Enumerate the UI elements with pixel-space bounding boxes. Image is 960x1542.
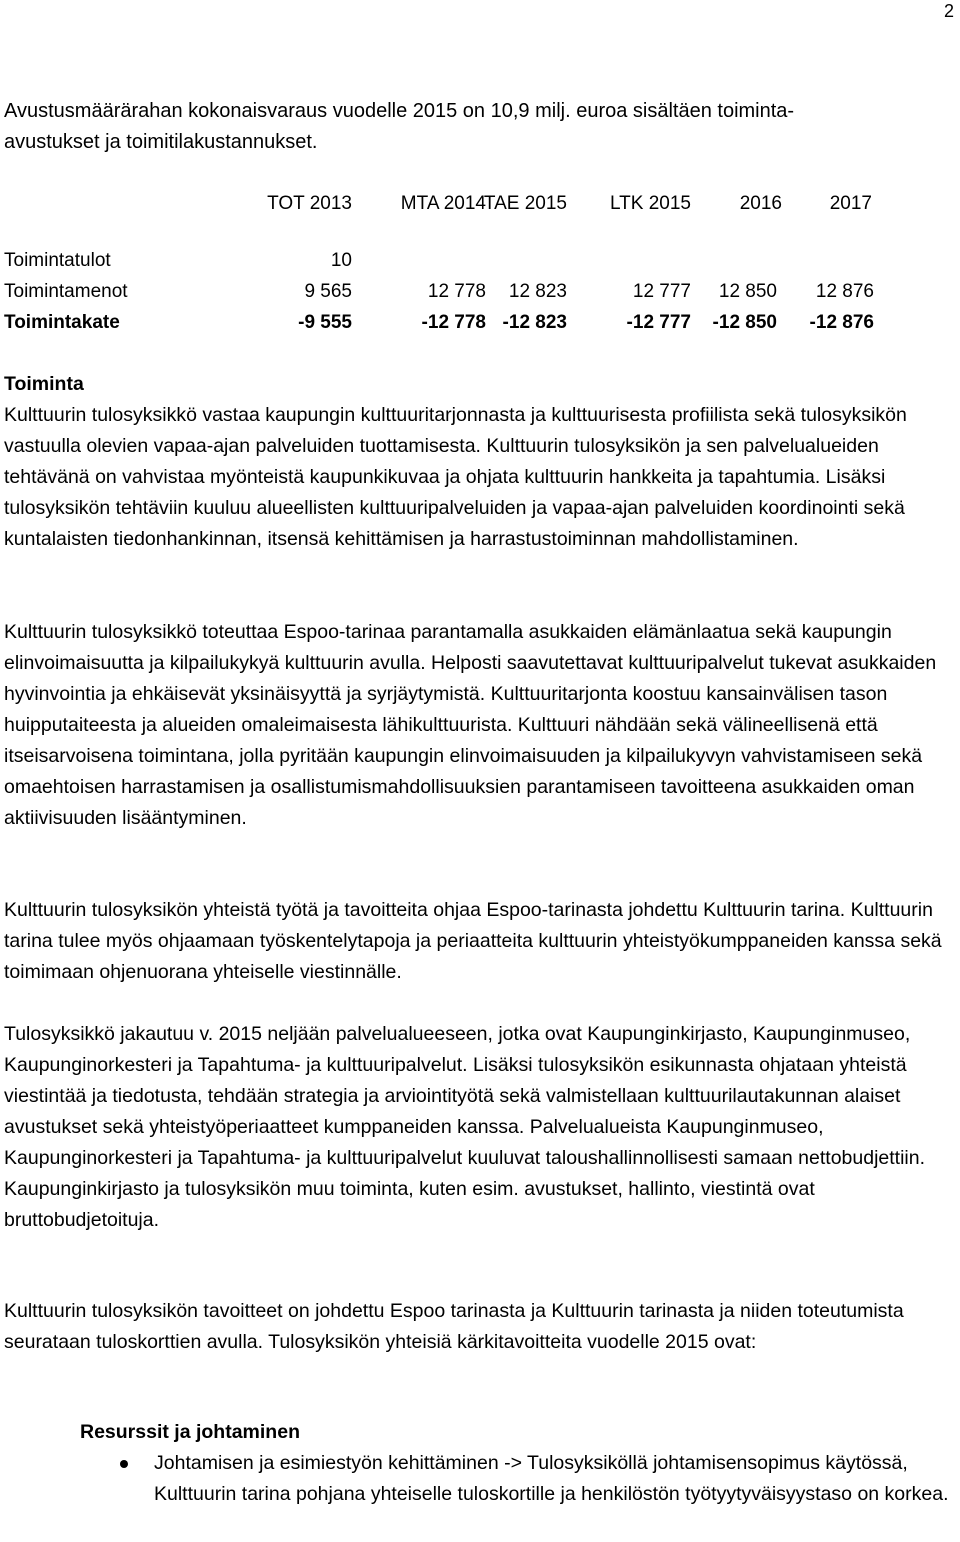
column-header: MTA 2014	[400, 193, 486, 214]
table-header-row	[4, 188, 904, 219]
table-cell: 12 823	[508, 281, 567, 302]
table-cell: -12 777	[626, 312, 691, 333]
table-cell: -12 778	[421, 312, 486, 333]
row-label: Toimintamenot	[4, 281, 128, 302]
table-cell: 12 777	[632, 281, 691, 302]
paragraph: Kulttuurin tulosyksikkö vastaa kaupungin kulttuuritarjonnasta ja kulttuurisesta profiilista sekä tulosyksikön vastuulla olevien vapaa-ajan palveluiden tuottamisesta. Kulttuurin tulosyksikön ja sen palvelualueiden tehtävänä on vahvistaa myönteistä kaupunkikuvaa ja ohjata kulttuurin hankkeita ja tapahtumia. Lisäksi tulosyksikön tehtäviin kuuluu alueellisten kulttuuripalveluiden ja vapaa-ajan palveluiden koordinointi sekä kuntalaisten tiedonhankinnan, itsensä kehittämisen ja harrastustoiminnan mahdollistaminen.	[4, 404, 907, 550]
table-row	[4, 245, 904, 276]
row-label: Toimintakate	[4, 312, 120, 333]
bullet-list	[80, 1448, 950, 1510]
bullet-icon	[120, 1460, 128, 1468]
intro-paragraph	[4, 96, 944, 158]
paragraph: Kulttuurin tulosyksikkö toteuttaa Espoo-tarinaa parantamalla asukkaiden elämänlaatua sekä kaupungin elinvoimaisuutta ja kilpailukykyä kulttuurin avulla. Helposti saavutettavat kulttuuripalvelut tukevat asukkaiden hyvinvointia ja ehkäisevät yksinäisyyttä ja syrjäytymistä. Kulttuuritarjonta koostuu kansainvälisen tason huipputaiteesta ja alueiden omaleimaisesta lähikulttuurista. Kulttuuri nähdään sekä välineellisenä että itseisarvoisena toimintana, jolla pyritään kaupungin elinvoimaisuuden ja kilpailukyvyn vahvistamiseen sekä omaehtoisen harrastamisen ja osallistumismahdollisuuksien parantamiseen tavoitteena asukkaiden oman aktiivisuuden lisääntyminen.	[4, 621, 937, 829]
table-cell: -12 823	[502, 312, 567, 333]
paragraph: Kulttuurin tulosyksikön tavoitteet on johdettu Espoo tarinasta ja Kulttuurin tarinasta ja niiden toteutumista seurataan tuloskorttien avulla. Tulosyksikön yhteisiä kärkitavoitteita vuodelle 2015 ovat:	[4, 1300, 904, 1353]
page-number: 2	[943, 1, 954, 21]
list-item-text: Johtamisen ja esimiestyön kehittäminen -> Tulosyksiköllä johtamisensopimus käytössä, Kulttuurin tarina pohjana yhteiselle tuloskortille ja henkilöstön työtyytyväisyystaso on korkea.	[154, 1452, 949, 1505]
column-header: 2016	[739, 193, 782, 214]
table-row	[4, 276, 904, 307]
table-cell: 9 565	[304, 281, 352, 302]
row-label: Toimintatulot	[4, 250, 111, 271]
table-cell: -9 555	[298, 312, 352, 333]
subsection-title: Resurssit ja johtaminen	[80, 1421, 300, 1443]
table-cell: 12 850	[718, 281, 777, 302]
column-header: TAE 2015	[483, 193, 567, 214]
intro-line-2: avustukset ja toimitilakustannukset.	[4, 131, 318, 153]
table-cell: 12 876	[815, 281, 874, 302]
paragraph: Kulttuurin tulosyksikön yhteistä työtä ja tavoitteita ohjaa Espoo-tarinasta johdettu Kulttuurin tarina. Kulttuurin tarina tulee myös ohjaamaan työskentelytapoja ja periaatteita kulttuurin yhteistyökumppaneiden kanssa sekä toimimaan ohjenuorana yhteiselle viestinnälle.	[4, 899, 942, 983]
table-cell: 12 778	[427, 281, 486, 302]
section-title: Toiminta	[4, 373, 84, 395]
table-cell: -12 876	[809, 312, 874, 333]
column-header: TOT 2013	[267, 193, 352, 214]
paragraph: Tulosyksikkö jakautuu v. 2015 neljään palvelualueeseen, jotka ovat Kaupunginkirjasto, Kaupunginmuseo, Kaupunginorkesteri ja Tapahtuma- ja kulttuuripalvelut. Lisäksi tulosyksikön esikunnasta ohjataan yhteistä viestintää ja tiedotusta, tehdään strategia ja arviointityötä sekä valmistellaan kulttuurilautakunnan alaiset avustukset sekä yhteistyöperiaatteet kumppaneiden kanssa. Palvelualueista Kaupunginmuseo, Kaupunginorkesteri ja Tapahtuma- ja kulttuuripalvelut kuuluvat taloushallinnollisesti samaan nettobudjettiin. Kaupunginkirjasto ja tulosyksikön muu toiminta, kuten esim. avustukset, hallinto, viestintä ovat bruttobudjetoituja.	[4, 1023, 926, 1231]
table-row	[4, 307, 904, 338]
table-cell: -12 850	[712, 312, 777, 333]
intro-line-1: Avustusmäärärahan kokonaisvaraus vuodelle 2015 on 10,9 milj. euroa sisältäen toiminta-	[4, 100, 795, 122]
list-item	[80, 1448, 950, 1510]
column-header: LTK 2015	[610, 193, 691, 214]
table-cell: 10	[330, 250, 352, 271]
column-header: 2017	[829, 193, 872, 214]
